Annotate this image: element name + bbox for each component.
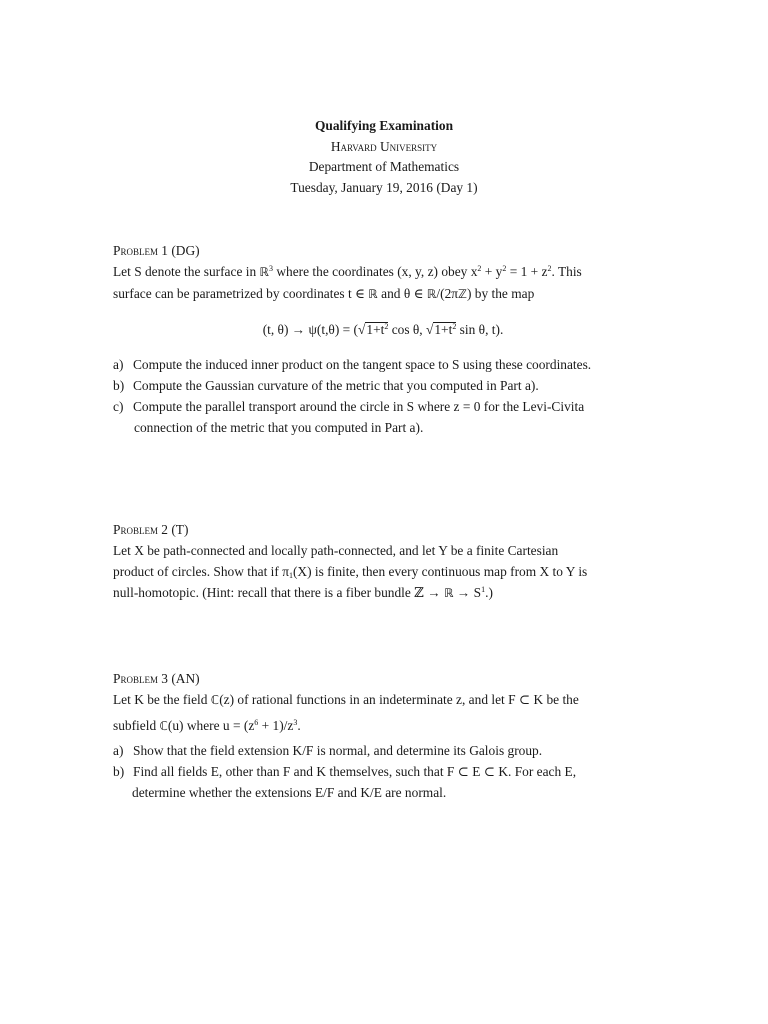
problem-2-line-3: null-homotopic. (Hint: recall that there is a fiber bundle ℤ → ℝ → $S^1$.) xyxy=(113,585,493,600)
problem-3-heading: Problem 3 (AN) xyxy=(113,671,200,686)
problem-3-parts xyxy=(113,740,653,803)
problem-1 xyxy=(113,240,653,438)
problem-1-part-b: b) Compute the Gaussian curvature of the metric that you computed in Part a). xyxy=(113,378,539,393)
problem-3-line-1: Let K be the field ℂ(z) of rational functions in an indeterminate z, and let F ⊂ K be the xyxy=(113,692,579,707)
exam-header xyxy=(0,116,768,198)
problem-2 xyxy=(113,519,653,604)
problem-2-line-2: product of circles. Show that if $\pi_1(X)$ is finite, then every continuous map from X to Y is xyxy=(113,564,588,580)
problem-1-part-a: a) Compute the induced inner product on the tangent space to S using these coordinates. xyxy=(113,357,592,372)
parametrization-formula: (t, $\theta) \to \psi(t,\theta) = (√1+t^2$ cos θ, $√1+t^2$ sin θ, t). xyxy=(262,322,504,337)
exam-date: Tuesday, January 19, 2016 (Day 1) xyxy=(290,179,478,195)
problem-3-line-2: subfield ℂ(u) where $u = (z^6 + 1)/z^3$. xyxy=(113,718,301,733)
problem-1-heading: Problem 1 (DG) xyxy=(113,243,200,258)
problem-1-part-c: c) Compute the parallel transport around the circle in S where z = 0 for the Levi-Civita xyxy=(113,399,585,414)
problem-2-heading: Problem 2 (T) xyxy=(113,522,189,537)
exam-title: Qualifying Examination xyxy=(314,118,454,133)
problem-3-part-b: b) Find all fields E, other than F and K themselves, such that F ⊂ E ⊂ K. For each E, xyxy=(113,764,577,779)
problem-1-part-c-continued: connection of the metric that you computed in Part a). xyxy=(134,420,424,435)
university-name: Harvard University xyxy=(330,138,438,154)
problem-1-parts xyxy=(113,354,653,438)
problem-3-part-a: a) Show that the field extension K/F is normal, and determine its Galois group. xyxy=(113,743,543,758)
problem-1-line-1: Let S denote the surface in ℝ$^3$ where the coordinates (x, y, z) obey $x^2 + y^2 = 1 + z^2$. This xyxy=(113,264,582,279)
problem-3-part-b-continued: determine whether the extensions E/F and K/E are normal. xyxy=(132,785,447,800)
problem-2-line-1: Let X be path-connected and locally path-connected, and let Y be a finite Cartesian xyxy=(113,543,559,558)
department-name: Department of Mathematics xyxy=(308,159,460,174)
problem-1-line-2: surface can be parametrized by coordinates t ∈ ℝ and θ ∈ ℝ/(2πℤ) by the map xyxy=(113,286,535,301)
problem-3 xyxy=(113,668,653,803)
